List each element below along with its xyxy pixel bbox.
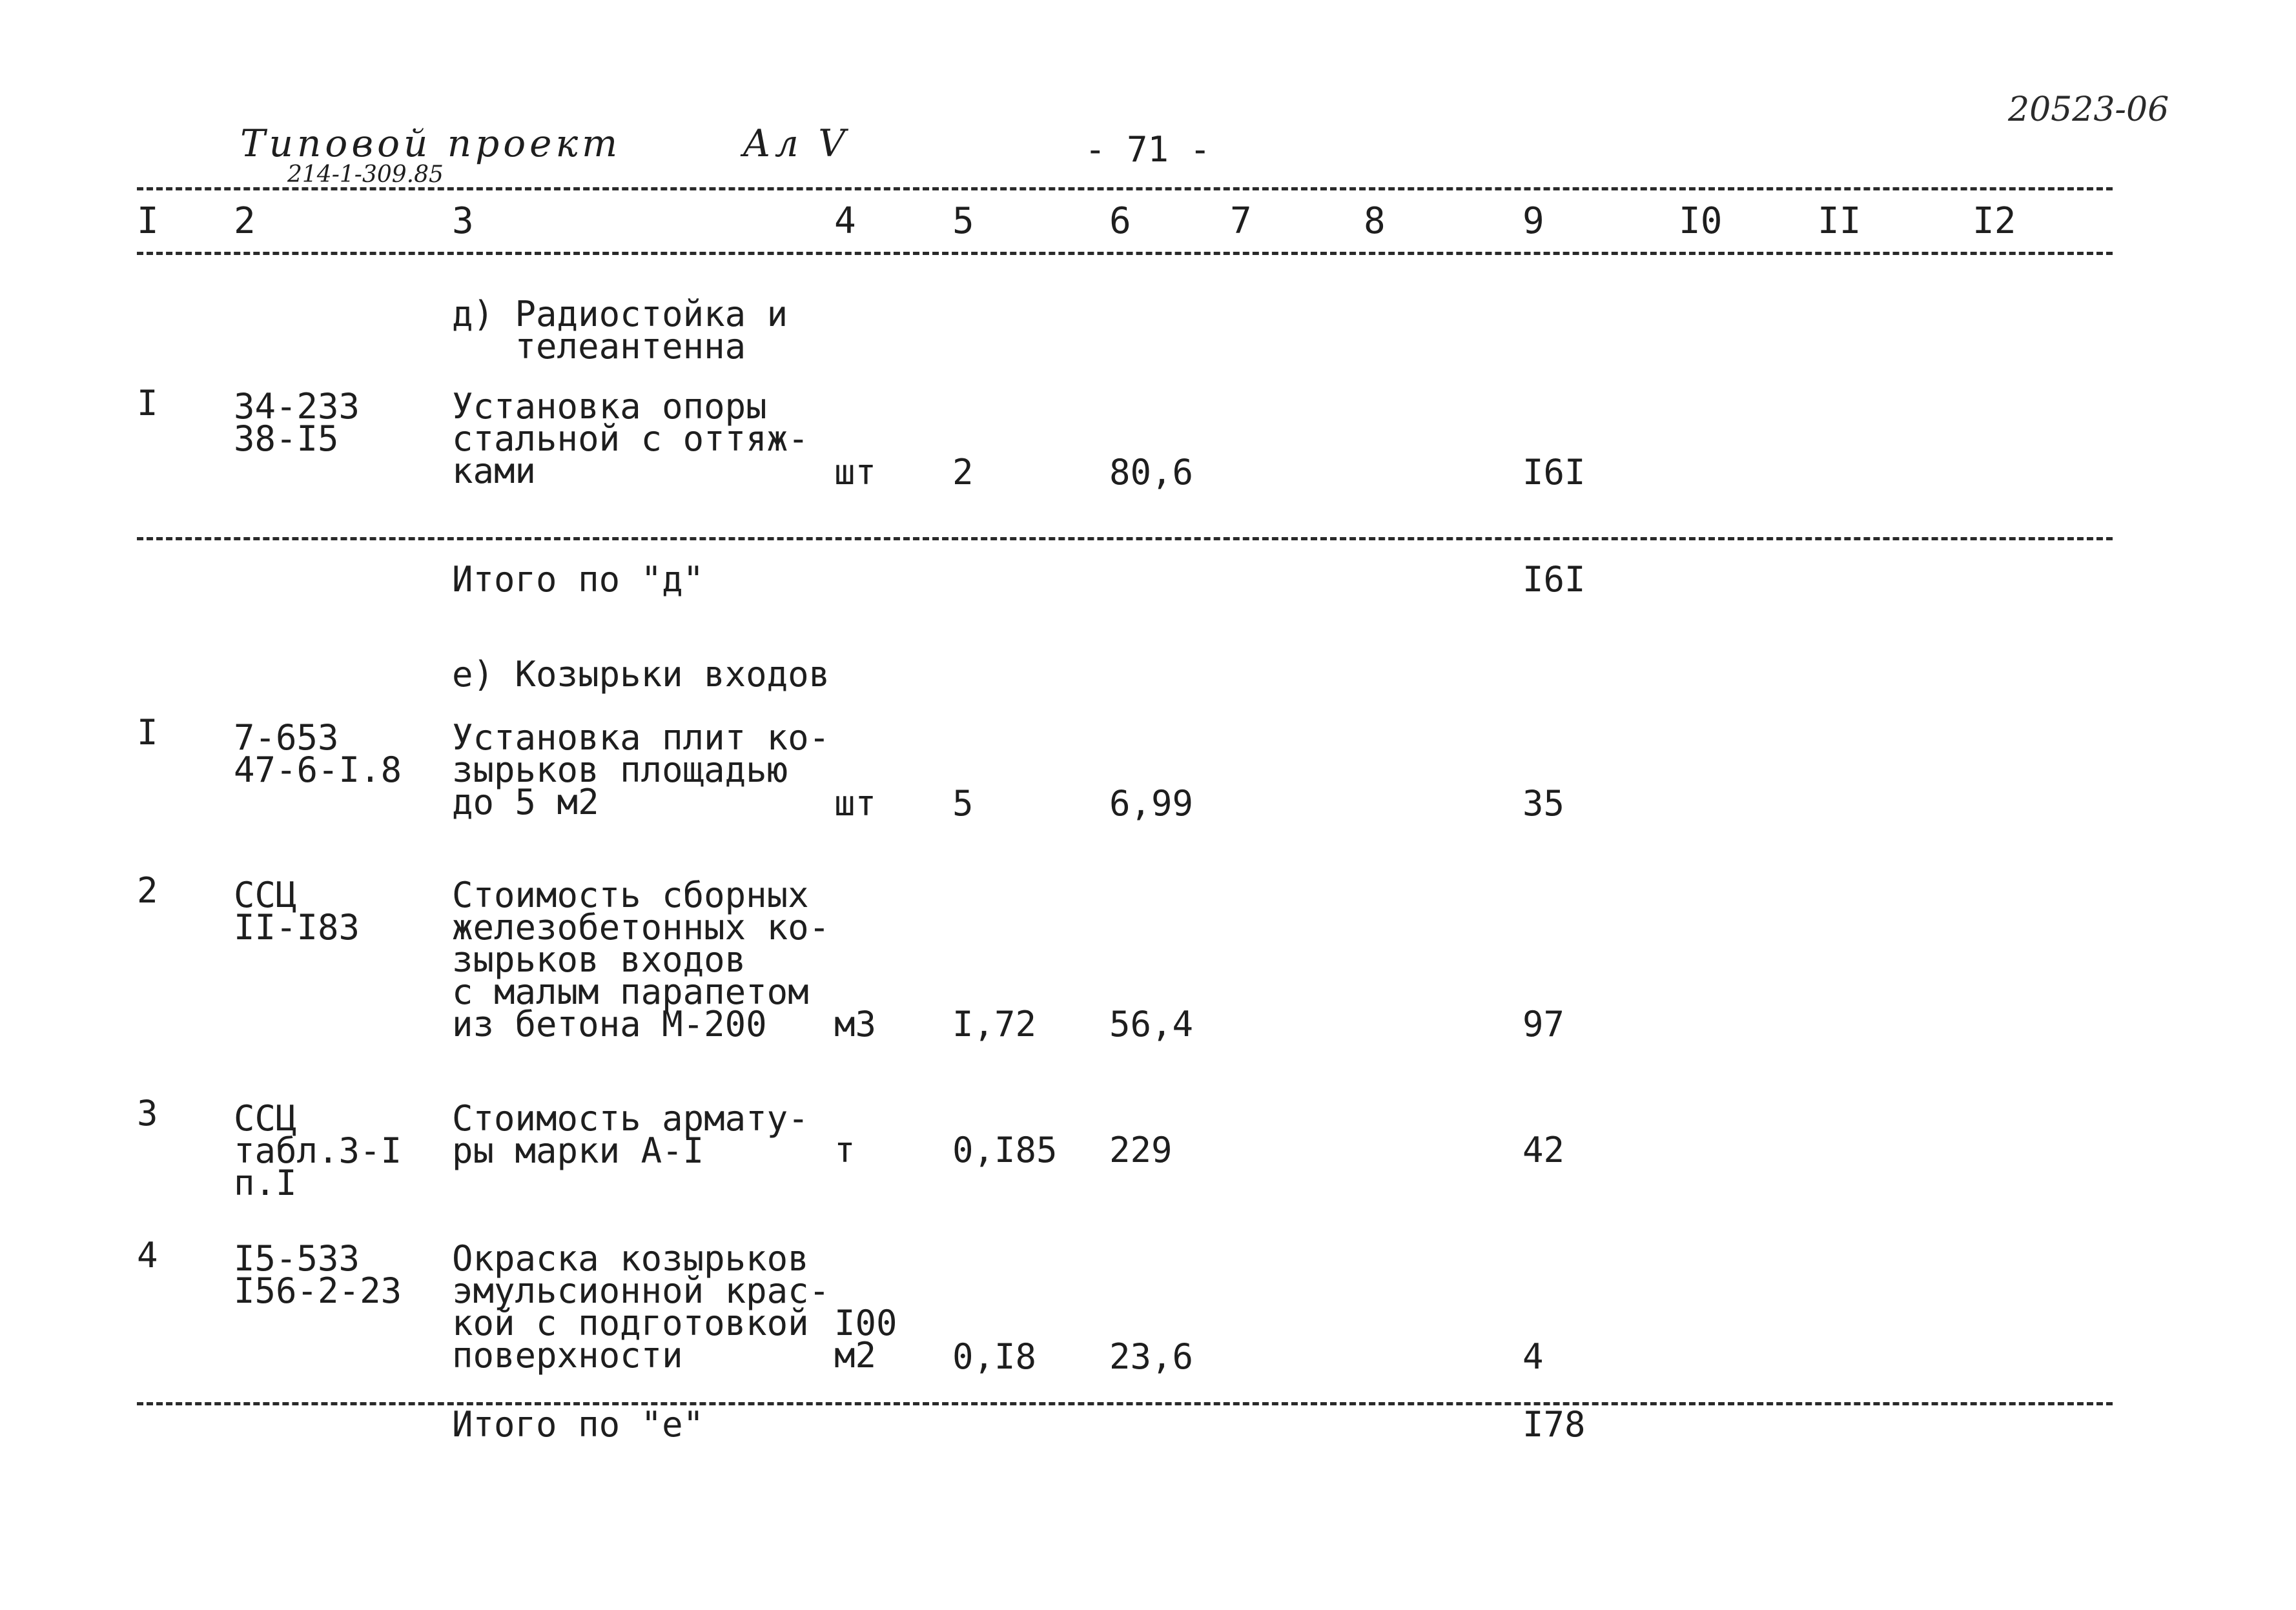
row-e1-num: I: [137, 712, 158, 753]
column-header-1: I: [137, 200, 159, 242]
row-e1-unit: шт: [834, 783, 877, 824]
project-number: 214-1-309.85: [287, 161, 444, 188]
row-e2-total: 97: [1522, 1004, 1565, 1044]
column-header-5: 5: [952, 200, 974, 242]
row-e3-num: 3: [137, 1093, 158, 1134]
row-e2-num: 2: [137, 870, 158, 911]
column-header-3: 3: [452, 200, 474, 242]
row-e2-name: Стоимость сборных железобетонных ко- зырьков входов с малым парапетом из бетона М-200: [452, 875, 830, 1044]
row-d1-price: 80,6: [1109, 452, 1194, 493]
column-header-12: I2: [1973, 200, 2016, 242]
subtotal-e-value: I78: [1522, 1404, 1586, 1445]
row-e3-qty: 0,I85: [952, 1130, 1058, 1170]
subtotal-e-rule: [137, 1402, 2113, 1405]
column-header-6: 6: [1109, 200, 1131, 242]
column-header-10: I0: [1679, 200, 1723, 242]
row-e4-code: I5-533 I56-2-23: [234, 1238, 402, 1311]
row-e2-code: ССЦ II-I83: [234, 875, 360, 948]
row-d1-name: Установка опоры стальной с оттяж- ками: [452, 386, 809, 491]
subtotal-d-label: Итого по "д": [452, 559, 704, 600]
row-e1-price: 6,99: [1109, 783, 1194, 824]
archive-number: 20523-06: [2008, 90, 2169, 129]
row-e1-total: 35: [1522, 783, 1565, 824]
row-e4-name: Окраска козырьков эмульсионной крас- кой с подготовкой поверхности: [452, 1238, 830, 1376]
row-e1-qty: 5: [952, 783, 974, 824]
row-e4-qty: 0,I8: [952, 1336, 1037, 1377]
section-title-d: д) Радиостойка и телеантенна: [452, 294, 788, 367]
column-header-4: 4: [834, 200, 856, 242]
row-d1-unit: шт: [834, 452, 877, 493]
column-header-11: II: [1818, 200, 1861, 242]
row-d1-code: 34-233 38-I5: [234, 386, 360, 459]
album-label: Ал V: [743, 121, 850, 165]
header-top-rule: [137, 187, 2113, 190]
column-header-2: 2: [234, 200, 256, 242]
row-d1-num: I: [137, 383, 158, 423]
project-title: Типовой проект: [240, 121, 622, 165]
column-header-7: 7: [1230, 200, 1252, 242]
row-e4-num: 4: [137, 1235, 158, 1276]
page-number: - 71 -: [1085, 129, 1211, 170]
row-e3-price: 229: [1109, 1130, 1173, 1170]
row-d1-total: I6I: [1522, 452, 1586, 493]
row-d1-qty: 2: [952, 452, 974, 493]
row-e1-name: Установка плит ко- зырьков площадью до 5 м2: [452, 717, 830, 822]
subtotal-d-value: I6I: [1522, 559, 1586, 600]
row-e1-code: 7-653 47-6-I.8: [234, 717, 402, 790]
section-title-e: е) Козырьки входов: [452, 654, 830, 695]
subtotal-d-rule: [137, 537, 2113, 540]
row-e3-code: ССЦ табл.3-I п.I: [234, 1098, 402, 1203]
row-e3-unit: т: [834, 1130, 856, 1170]
header-bottom-rule: [137, 252, 2113, 255]
row-e4-total: 4: [1522, 1336, 1544, 1377]
column-header-8: 8: [1364, 200, 1386, 242]
row-e2-qty: I,72: [952, 1004, 1037, 1044]
row-e3-name: Стоимость армату- ры марки А-I: [452, 1098, 809, 1171]
subtotal-e-label: Итого по "е": [452, 1404, 704, 1445]
row-e3-total: 42: [1522, 1130, 1565, 1170]
row-e4-price: 23,6: [1109, 1336, 1194, 1377]
row-e2-price: 56,4: [1109, 1004, 1194, 1044]
row-e2-unit: м3: [834, 1004, 877, 1044]
column-header-9: 9: [1522, 200, 1544, 242]
row-e4-unit: I00 м2: [834, 1303, 897, 1376]
